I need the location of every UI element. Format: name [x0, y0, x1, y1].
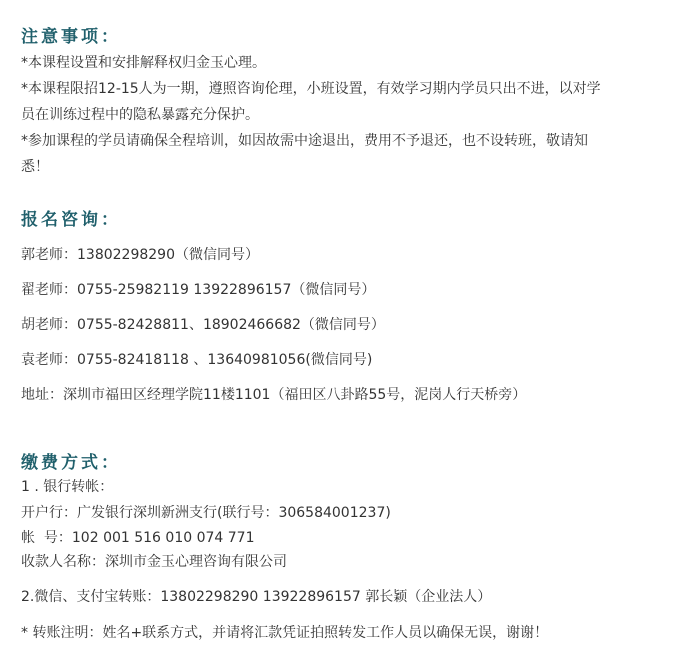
payment-heading: 缴费方式：	[21, 453, 121, 473]
notice-line-5: 悉！	[21, 159, 49, 175]
payment-bank-name: 开户行：广发银行深圳新洲支行(联行号：306584001237)	[21, 505, 391, 521]
notice-line-2: *本课程限招12-15人为一期，遵照咨询伦理，小班设置，有效学习期内学员只出不进，以对学	[21, 81, 601, 97]
payment-wechat-alipay: 2.微信、支付宝转账：13802298290 13922896157 郭长颖（企业法人）	[21, 589, 492, 605]
contact-line-yuan: 袁老师：0755-82418118 、13640981056(微信同号)	[21, 352, 373, 368]
notice-line-4: *参加课程的学员请确保全程培训，如因故需中途退出，费用不予退还，也不设转班，敬请知	[21, 133, 588, 149]
payment-account-number: 帐 号：102 001 516 010 074 771	[21, 530, 255, 546]
notice-heading: 注意事项：	[21, 27, 121, 47]
notice-line-3: 员在训练过程中的隐私暴露充分保护。	[21, 107, 259, 123]
contact-line-guo: 郭老师：13802298290（微信同号）	[21, 247, 259, 263]
payment-payee: 收款人名称：深圳市金玉心理咨询有限公司	[21, 554, 287, 570]
contact-line-hu: 胡老师：0755-82428811、18902466682（微信同号）	[21, 317, 385, 333]
payment-transfer-note: * 转账注明：姓名+联系方式，并请将汇款凭证拍照转发工作人员以确保无误，谢谢！	[21, 625, 549, 641]
contact-line-zhai: 翟老师：0755-25982119 13922896157（微信同号）	[21, 282, 376, 298]
contact-address: 地址：深圳市福田区经理学院11楼1101（福田区八卦路55号，泥岗人行天桥旁）	[21, 387, 527, 403]
contact-heading: 报名咨询：	[21, 210, 121, 230]
notice-line-1: *本课程设置和安排解释权归金玉心理。	[21, 55, 266, 71]
payment-bank-title: 1 . 银行转帐：	[21, 479, 114, 495]
